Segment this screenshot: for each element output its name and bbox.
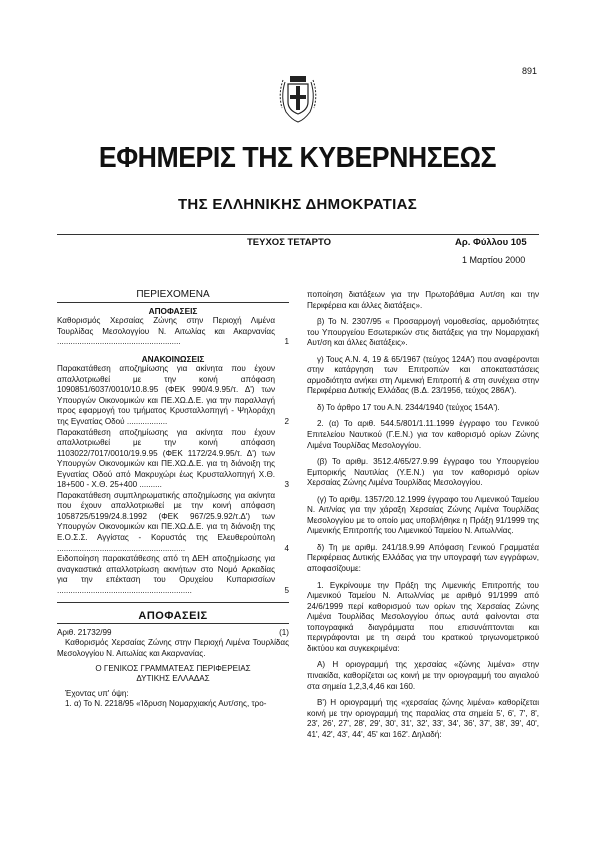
paragraph: β) Το Ν. 2307/95 « Προσαρμογή νομοθεσίας, αρμοδιότητες του Υπουργείου Εσωτερικών στις διατάξεις για την Νομαρχιακή Αυτ/ση και άλλες διατάξεις». (307, 317, 539, 348)
right-column (307, 290, 539, 746)
paragraph: 2. (α) Το αριθ. 544.5/801/1.11.1999 έγγραφο του Γενικού Επιτελείου Ναυτικού (Γ.Ε.Ν.) για τον καθορισμό ορίων Ζώνης Λιμένα Τουρλίδας Μεσολογγίου. (307, 419, 539, 450)
decision-summary: Καθορισμός Χερσαίας Ζώνης στην Περιοχή Λιμένα Τουρλίδας Μεσολογγίου Ν. Αιτωλίας και Ακαρνανίας. (57, 638, 289, 658)
paragraph: 1. Εγκρίνουμε την Πράξη της Λιμενικής Επιτροπής του Λιμενικού Ταμείου Ν. Αιτωλ/νίας με αριθμό 91/1999 από 24/6/1999 περί καθορισμού των ορίων της Χερσαίας Ζώνης Λιμένα Τουρλίδας Μεσολογγίου όπως αυτά φαίνονται στα τοπογραφικά διαγράμματα που επισυνάπτονται και περιγράφονται με τη σειρά του κρατικού τριγωνομετρικού δικτύου και συγκεκριμένα: (307, 580, 539, 653)
toc-decisions-header: ΑΠΟΦΑΣΕΙΣ (148, 305, 198, 316)
legal-basis-item: 1. α) Το Ν. 2218/95 «Ίδρυση Νομαρχιακής Αυτ/σης, τρο- (65, 699, 267, 709)
toc-entry-text: Παρακατάθεση αποζημίωσης για ακίνητα που έχουν απαλλοτριωθεί με την κοινή απόφαση 1103022/7017/0010/19.9.95 (ΦΕΚ 1172/24.9.95/τ. Δ') των Υπουργών Οικονομικών και ΠΕ.ΧΩ.Δ.Ε. για τη διάνοιξη της Εγνατίας Οδού από Μακρυχώρι έως Κρυσταλλοπηγή Χ.Θ. 18+500 - Χ.Θ. 25+400 .......... (57, 427, 275, 490)
paragraph: (γ) Το αριθμ. 1357/20.12.1999 έγγραφο του Λιμενικού Ταμείου Ν. Αιτ/νίας για την χάραξη Χερσαίας Ζώνης Λιμένα Τουρλίδας Μεσολογγίου με το οποίο μας υποβλήθηκε η Πράξη 91/1999 της Λιμενικής Επιτροπής του Λιμενικού Ταμείου Ν. Αιτωλ/νίας. (307, 494, 539, 536)
decision-number: Αριθ. 21732/99 (57, 627, 112, 637)
gazette-title: ΕΦΗΜΕΡΙΣ ΤΗΣ ΚΥΒΕΡΝΗΣΕΩΣ (98, 142, 497, 174)
gazette-subtitle: ΤΗΣ ΕΛΛΗΝΙΚΗΣ ΔΗΜΟΚΡΑΤΙΑΣ (177, 196, 418, 213)
paragraph: Α) Η οριογραμμή της χερσαίας «ζώνης λιμένα» στην πινακίδα, καθορίζεται ως κοινή με την οριογραμμή του αιγιαλού στα σημεία 1,2,3,4,46 και 160. (307, 660, 539, 691)
toc-entry-number: 3 (284, 480, 289, 490)
toc-entry-text: Ειδοποίηση παρακατάθεσης από τη ΔΕΗ αποζημίωσης για αναγκαστικά απαλλοτρίωση ακινήτων στο Νομό Αρκαδίας για την επέκταση του Ορυχείου Κυπαρισσίων ............................................................ (57, 554, 275, 595)
paragraph: ποποίηση διατάξεων για την Πρωτοβάθμια Αυτ/ση και την Περιφέρεια και άλλες διατάξεις». (307, 290, 539, 310)
decision-reference-row (57, 628, 289, 639)
toc-entry-number: 5 (284, 585, 289, 595)
toc-entry-text: Καθορισμός Χερσαίας Ζώνης στην Περιοχή Λιμένα Τουρλίδας Μεσολογγίου Ν. Αιτωλίας και Ακαρνανίας ....................................................... (57, 316, 275, 347)
toc-entry-number: 1 (284, 337, 289, 347)
paragraph: δ) Τη με αριθμ. 241/18.9.99 Απόφαση Γενικού Γραμματέα Περιφέρειας Δυτικής Ελλάδας για την υπογραφή των εγγράφων, αποφασίζουμε: (307, 542, 539, 574)
paragraph: δ) Το άρθρο 17 του Α.Ν. 2344/1940 (τεύχος 154Α'). (317, 402, 500, 412)
toc-entry[interactable] (57, 554, 289, 596)
greek-coat-of-arms-emblem (276, 68, 320, 124)
sheet-number: Αρ. Φύλλου 105 (455, 237, 527, 248)
toc-entry-number: 2 (284, 417, 289, 427)
authority-line-1: Ο ΓΕΝΙΚΟΣ ΓΡΑΜΜΑΤΕΑΣ ΠΕΡΙΦΕΡΕΙΑΣ (95, 663, 251, 673)
contents-divider (57, 302, 289, 303)
decisions-divider (57, 623, 289, 624)
paragraph: Β') Η οριογραμμή της «χερσαίας ζώνης λιμένα» καθορίζεται κοινή με την οριογραμμή της παραλίας στα σημεία 5', 6', 7', 8', 23', 26', 27', 28', 29', 30', 31', 32', 33', 34', 36', 37', 38', 39', 40', 41', 42', 43', 44', 45' και 162'. Δηλαδή: (307, 698, 539, 739)
issue-label: ΤΕΥΧΟΣ ΤΕΤΑΡΤΟ (247, 237, 331, 248)
toc-entry-number: 4 (284, 543, 289, 553)
decision-index: (1) (279, 627, 289, 637)
header-divider (57, 234, 539, 235)
toc-entry-text: Παρακατάθεση αποζημίωσης για ακίνητα που έχουν απαλλοτριωθεί με την κοινή απόφαση 1090851/6037/0010/10.8.95 (ΦΕΚ 990/4.9.95/τ. Δ') των Υπουργών Οικονομικών και ΠΕ.ΧΩ.Δ.Ε. για την παραλλαγή προς εφαρμογή του τμήματος Κρυσταλλοπηγή - Ψηλοράχη της Εγνατίας Οδού .................. (57, 364, 275, 427)
left-column (57, 290, 289, 710)
paragraph: γ) Τους Α.Ν. 4, 19 & 65/1967 (τεύχος 124Α') που αναφέρονται στην κατάργηση των Επιτροπών και αποκαταστάσεις αρμοδιότητα ανήκει στη Λιμενική Επιτροπή & στη συνέχεια στην Περιφέρεια Δυτικής Ελλάδας (Β.Δ. 23/1956, τεύχος 286Α'). (307, 354, 539, 396)
toc-entry-text: Παρακατάθεση συμπληρωματικής αποζημίωσης για ακίνητα που έχουν απαλλοτριωθεί με την κοινή απόφαση 1058725/5199/24.8.1992 (ΦΕΚ 967/25.9.92/τ.Δ') των Υπουργών Οικονομικών και ΠΕ.ΧΩ.Δ.Ε. για τη διάνοιξη της Ε.Ο.Σ.Σ. Αγγίστας - Κορυστάς της Ελευθερούπολη ......................................................... (57, 490, 275, 553)
page-number: 891 (521, 66, 537, 76)
toc-entry[interactable] (57, 364, 289, 427)
toc-entry[interactable] (57, 491, 289, 554)
contents-title: ΠΕΡΙΕΧΟΜΕΝΑ (136, 289, 210, 300)
toc-notices-header: ΑΝΑΚΟΙΝΩΣΕΙΣ (141, 353, 205, 364)
decisions-title: ΑΠΟΦΑΣΕΙΣ (138, 610, 208, 623)
paragraph: (β) Το αριθμ. 3512.4/65/27.9.99 έγγραφο του Υπουργείου Εμπορικής Ναυτιλίας (Υ.Ε.Ν.) για τον καθορισμό ορίων Χερσαίας Ζώνης Λιμένα Τουρλίδας Μεσολογγίου. (307, 457, 539, 488)
toc-entry[interactable] (57, 428, 289, 491)
having-regard: Έχοντας υπ' όψη: (65, 688, 129, 698)
section-divider (57, 602, 289, 603)
authority-line-2: ΔΥΤΙΚΗΣ ΕΛΛΑΔΑΣ (136, 674, 210, 684)
toc-entry[interactable] (57, 316, 289, 348)
issue-date: 1 Μαρτίου 2000 (462, 255, 526, 265)
